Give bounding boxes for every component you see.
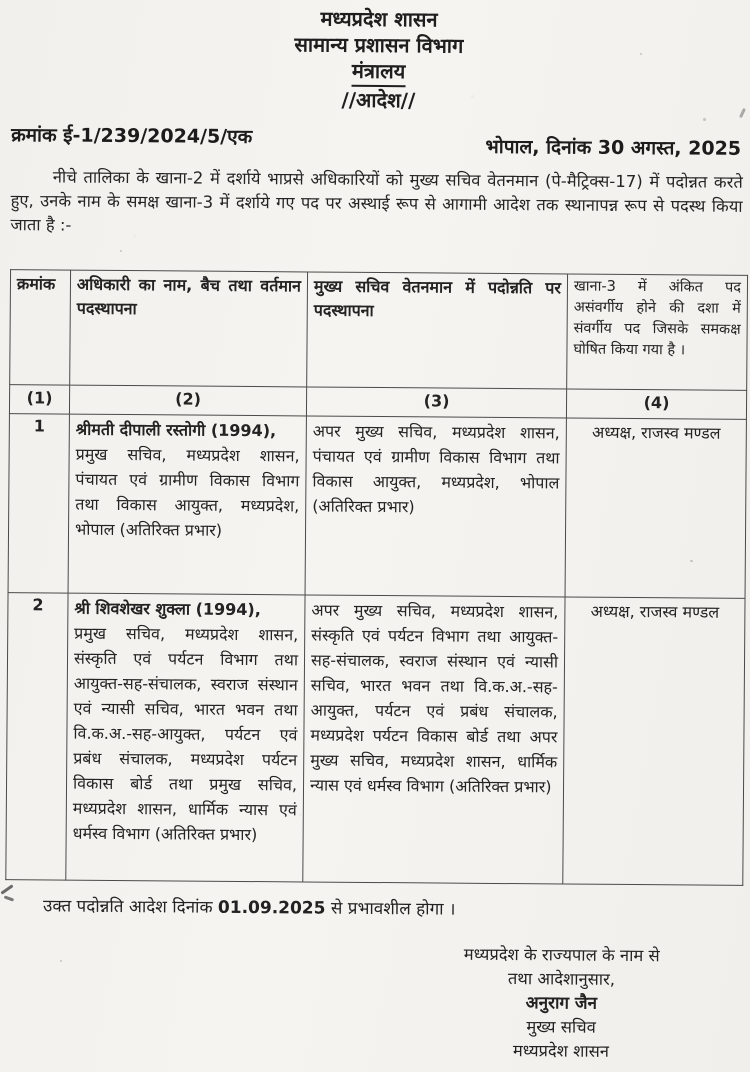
officer-details: प्रमुख सचिव, मध्यप्रदेश शासन, संस्कृति एवं पर्यटन विभाग तथा आयुक्त-सह-संचालक, स्वराज संस्थान एवं न्यासी सचिव, भारत भवन तथा वि.क.अ.-सह-आयुक्त, पर्यटन एवं प्रबंध संचालक, मध्यप्रदेश पर्यटन विकास बोर्ड तथा प्रमुख सचिव, मध्यप्रदेश शासन, धार्मिक न्यास एवं धर्मस्व विभाग (अतिरिक्त प्रभार) bbox=[72, 623, 299, 845]
signature-byorder-line: तथा आदेशानुसार, bbox=[507, 969, 616, 989]
ministry-label: मंत्रालय bbox=[4, 55, 750, 90]
place-and-date: भोपाल, दिनांक 30 अगस्त, 2025 bbox=[485, 135, 742, 160]
serial-cell: 1 bbox=[8, 414, 69, 593]
table-row bbox=[8, 414, 746, 599]
col-number-2: (2) bbox=[69, 385, 306, 416]
col-header-posting: मुख्य सचिव वेतनमान में पदोन्नति पर पदस्थापना bbox=[307, 272, 568, 389]
officer-cell bbox=[66, 593, 305, 882]
scan-speck bbox=[703, 118, 706, 121]
col-header-officer: अधिकारी का नाम, बैच तथा वर्तमान पदस्थापना bbox=[70, 270, 308, 387]
officer-name: श्री शिवशेखर शुक्ला (1994), bbox=[74, 598, 261, 620]
signatory-org: मध्यप्रदेश शासन bbox=[512, 1041, 610, 1061]
col-number-4: (4) bbox=[566, 389, 746, 419]
col-header-equivalent: खाना-3 में अंकित पद असंवर्गीय होने की दशा में संवर्गीय पद जिसके समकक्ष घोषित किया गया है । bbox=[567, 274, 748, 390]
scan-speck bbox=[640, 53, 642, 55]
signatory-designation: मुख्य सचिव bbox=[526, 1017, 596, 1037]
col-number-3: (3) bbox=[306, 387, 566, 418]
order-table bbox=[5, 269, 748, 886]
table-row bbox=[6, 593, 745, 886]
table-header-row bbox=[10, 270, 748, 391]
col-number-1: (1) bbox=[9, 385, 69, 414]
govt-name: मध्यप्रदेश शासन bbox=[320, 6, 438, 32]
officer-details: प्रमुख सचिव, मध्यप्रदेश शासन, पंचायत एवं ग्रामीण विकास विभाग तथा विकास आयुक्त, मध्यप्रदेश, भोपाल (अतिरिक्त प्रभार) bbox=[74, 444, 300, 540]
serial-cell: 2 bbox=[6, 593, 68, 880]
intro-paragraph: नीचे तालिका के खाना-2 में दर्शाये भाप्रसे अधिकारियों को मुख्य सचिव वेतनमान (पे-मैट्रिक्स-17) में पदोन्नत करते हुए, उनके नाम के समक्ष खाना-3 में दर्शाये गए पद पर अस्थाई रूप से आगामी आदेश तक स्थानापन्न रूप से पदस्थ किया जाता है :- bbox=[10, 167, 743, 235]
note-prefix: उक्त पदोन्नति आदेश दिनांक bbox=[43, 896, 219, 918]
effective-date-note bbox=[5, 893, 705, 921]
order-title: //आदेश// bbox=[341, 87, 416, 113]
officer-name: श्रीमती दीपाली रस्तोगी (1994), bbox=[75, 419, 277, 441]
signature-block bbox=[396, 942, 727, 1065]
posting-cell: अपर मुख्य सचिव, मध्यप्रदेश शासन, संस्कृति एवं पर्यटन विभाग तथा आयुक्त-सह-संचालक, स्वराज संस्थान एवं न्यासी सचिव, भारत भवन तथा वि.क.अ.-सह-आयुक्त, पर्यटन एवं प्रबंध संचालक, मध्यप्रदेश पर्यटन विकास बोर्ड तथा अपर मुख्य सचिव, मध्यप्रदेश शासन, धार्मिक न्यास एवं धर्मस्व विभाग (अतिरिक्त प्रभार) bbox=[303, 595, 565, 884]
signature-authority-line: मध्यप्रदेश के राज्यपाल के नाम से bbox=[463, 944, 660, 966]
equivalent-post-cell: अध्यक्ष, राजस्व मण्डल bbox=[565, 418, 746, 598]
officer-cell bbox=[68, 414, 306, 595]
signatory-name: अनुराग जैन bbox=[525, 993, 598, 1014]
effective-date: 01.09.2025 bbox=[217, 897, 326, 919]
scan-speck bbox=[120, 250, 122, 252]
reference-row bbox=[11, 121, 741, 161]
scan-speck bbox=[60, 960, 62, 962]
scan-speck bbox=[690, 560, 693, 562]
col-header-serial: क्रमांक bbox=[10, 270, 71, 385]
letterhead bbox=[3, 3, 750, 116]
reference-number: क्रमांक ई-1/239/2024/5/एक bbox=[11, 124, 253, 149]
note-suffix: से प्रभावशील होगा । bbox=[325, 898, 456, 920]
posting-cell: अपर मुख्य सचिव, मध्यप्रदेश शासन, पंचायत एवं ग्रामीण विकास विभाग तथा विकास आयुक्त, मध्यप्रदेश, भोपाल (अतिरिक्त प्रभार) bbox=[305, 416, 566, 597]
equivalent-post-cell: अध्यक्ष, राजस्व मण्डल bbox=[563, 597, 745, 885]
department-name: सामान्य प्रशासन विभाग bbox=[294, 32, 464, 58]
